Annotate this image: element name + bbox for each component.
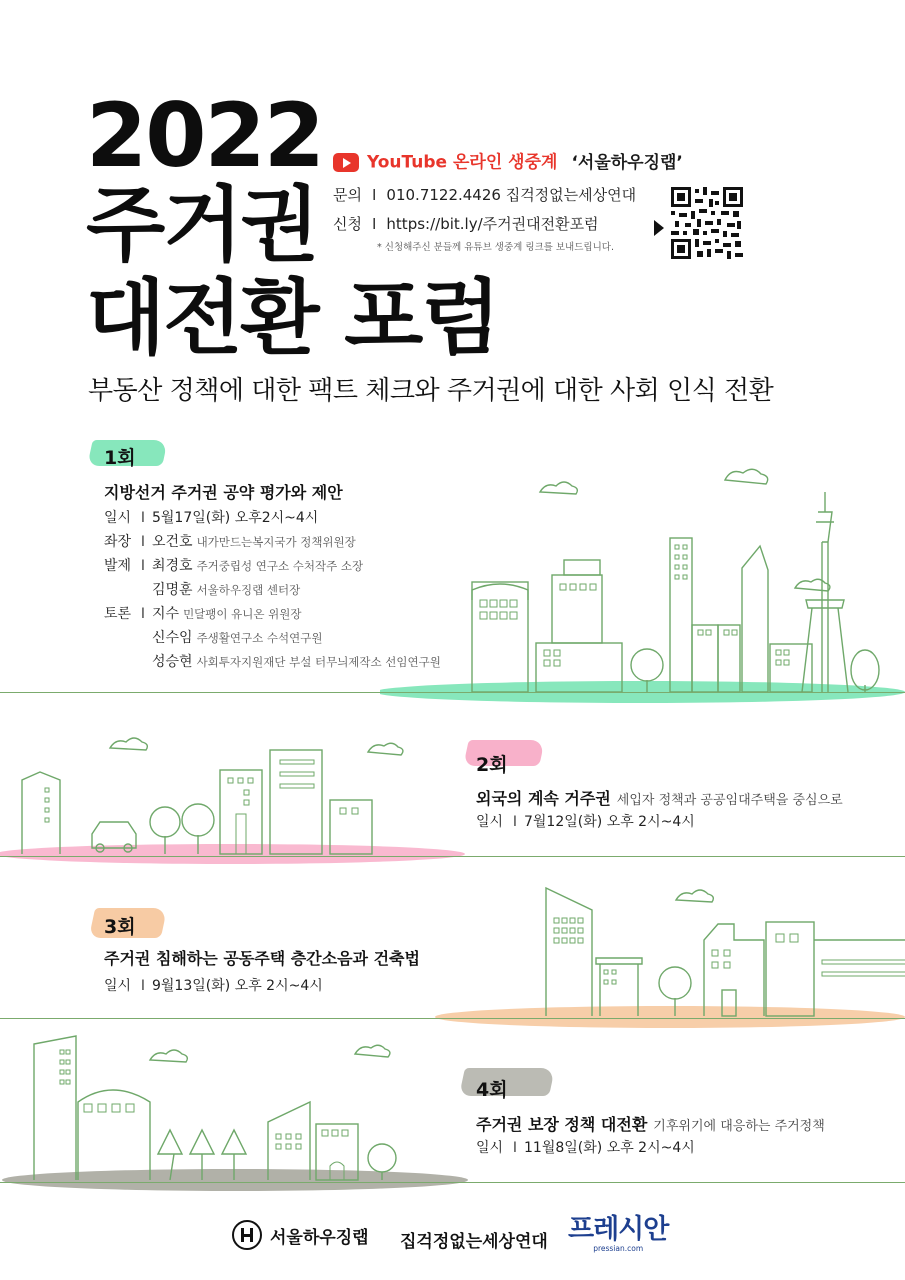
qr-code-icon[interactable] xyxy=(671,187,743,259)
divider xyxy=(0,1182,905,1183)
row-name: 지수 xyxy=(152,606,180,622)
session4-cityscape xyxy=(0,1030,470,1200)
separator: I xyxy=(371,215,377,233)
session1-badge: 1회 xyxy=(104,447,136,469)
row-affiliation: 주생활연구소 수석연구원 xyxy=(196,631,323,645)
session1-row: 발제 I 최경호 주거중립성 연구소 수처작주 소장 xyxy=(104,554,441,578)
session4-subtitle: 기후위기에 대응하는 주거정책 xyxy=(653,1119,825,1134)
session1-cityscape xyxy=(380,460,905,710)
row-affiliation: 내가만드는복지국가 정책위원장 xyxy=(196,535,356,549)
row-name: 5월17일(화) 오후2시~4시 xyxy=(152,510,319,526)
youtube-row xyxy=(333,148,753,176)
divider xyxy=(0,856,905,857)
session2-cityscape xyxy=(0,730,470,865)
footer-org1 xyxy=(232,1220,369,1254)
session2-title-row xyxy=(476,786,843,809)
row-role: 일시 xyxy=(476,1140,504,1156)
divider xyxy=(0,1018,905,1019)
row-role: 발제 xyxy=(104,558,132,574)
session2-title: 외국의 계속 거주권 xyxy=(476,789,611,808)
row-name: 성승현 xyxy=(152,654,193,670)
row-role: 일시 xyxy=(104,510,132,526)
footer-org3-sub: pressian.com xyxy=(593,1244,644,1253)
row-affiliation: 서울하우징랩 센터장 xyxy=(196,583,301,597)
separator: I xyxy=(371,186,377,204)
inquiry-label: 문의 xyxy=(333,186,362,204)
session2-date: 7월12일(화) 오후 2시~4시 xyxy=(524,814,695,830)
session4-date-row: 일시 I 11월8일(화) 오후 2시~4시 xyxy=(476,1136,695,1160)
row-name: 김명훈 xyxy=(152,582,193,598)
row-role: 일시 xyxy=(104,978,132,994)
session3-title: 주거권 침해하는 공동주택 층간소음과 건축법 xyxy=(104,949,420,968)
row-affiliation: 주거중립성 연구소 수처작주 소장 xyxy=(196,559,364,573)
channel-name: ‘서울하우징랩’ xyxy=(571,152,683,173)
row-role: 좌장 xyxy=(104,534,132,550)
session2-subtitle: 세입자 정책과 공공임대주택을 중심으로 xyxy=(616,793,843,808)
apply-link[interactable]: https://bit.ly/주거권대전환포럼 xyxy=(386,215,599,233)
session4-date: 11월8일(화) 오후 2시~4시 xyxy=(524,1140,695,1156)
session3-date: 9월13일(화) 오후 2시~4시 xyxy=(152,978,323,994)
footer-org3 xyxy=(568,1216,668,1253)
session4-title-row xyxy=(476,1112,825,1135)
session2-badge: 2회 xyxy=(476,754,508,776)
session3-badge: 3회 xyxy=(104,916,136,938)
arrow-right-icon xyxy=(654,220,664,236)
session3-date-row: 일시 I 9월13일(화) 오후 2시~4시 xyxy=(104,974,323,998)
row-affiliation: 민달팽이 유니온 위원장 xyxy=(183,607,302,621)
session1-row: 일시 I 5월17일(화) 오후2시~4시 xyxy=(104,506,441,530)
row-name: 최경호 xyxy=(152,558,193,574)
apply-label: 신청 xyxy=(333,215,362,233)
footer-org1-name: 서울하우징랩 xyxy=(270,1227,369,1248)
title-year: 2022 xyxy=(86,84,323,187)
row-role: 토론 xyxy=(104,606,132,622)
row-role: 일시 xyxy=(476,814,504,830)
row-affiliation: 사회투자지원재단 부설 터무늬제작소 선임연구원 xyxy=(196,655,441,669)
session1-row: 좌장 I 오건호 내가만드는복지국가 정책위원장 xyxy=(104,530,441,554)
row-name: 신수임 xyxy=(152,630,193,646)
session4-badge: 4회 xyxy=(476,1079,508,1101)
play-icon xyxy=(333,153,359,172)
title-line3: 대전환 포럼 xyxy=(86,271,499,366)
session1-title: 지방선거 주거권 공약 평가와 제안 xyxy=(104,483,343,502)
divider xyxy=(0,692,905,693)
row-name: 오건호 xyxy=(152,534,193,550)
seoul-housing-lab-logo-icon xyxy=(232,1220,262,1250)
subtitle: 부동산 정책에 대한 팩트 체크와 주거권에 대한 사회 인식 전환 xyxy=(88,376,774,406)
apply-note: * 신청해주신 분들께 유튜브 생중계 링크를 보내드립니다. xyxy=(377,242,614,253)
session1-row: 토론 I 지수 민달팽이 유니온 위원장 xyxy=(104,602,441,626)
footer-org3-name: 프레시안 xyxy=(568,1214,669,1245)
session3-cityscape xyxy=(430,880,905,1030)
session4-title: 주거권 보장 정책 대전환 xyxy=(476,1115,648,1134)
inquiry-value: 010.7122.4426 집걱정없는세상연대 xyxy=(386,186,637,204)
title-line2: 주거권 xyxy=(86,178,318,273)
footer-org2: 집걱정없는세상연대 xyxy=(400,1232,548,1252)
session2-date-row: 일시 I 7월12일(화) 오후 2시~4시 xyxy=(476,810,695,834)
youtube-label: YouTube 온라인 생중계 xyxy=(367,152,558,173)
